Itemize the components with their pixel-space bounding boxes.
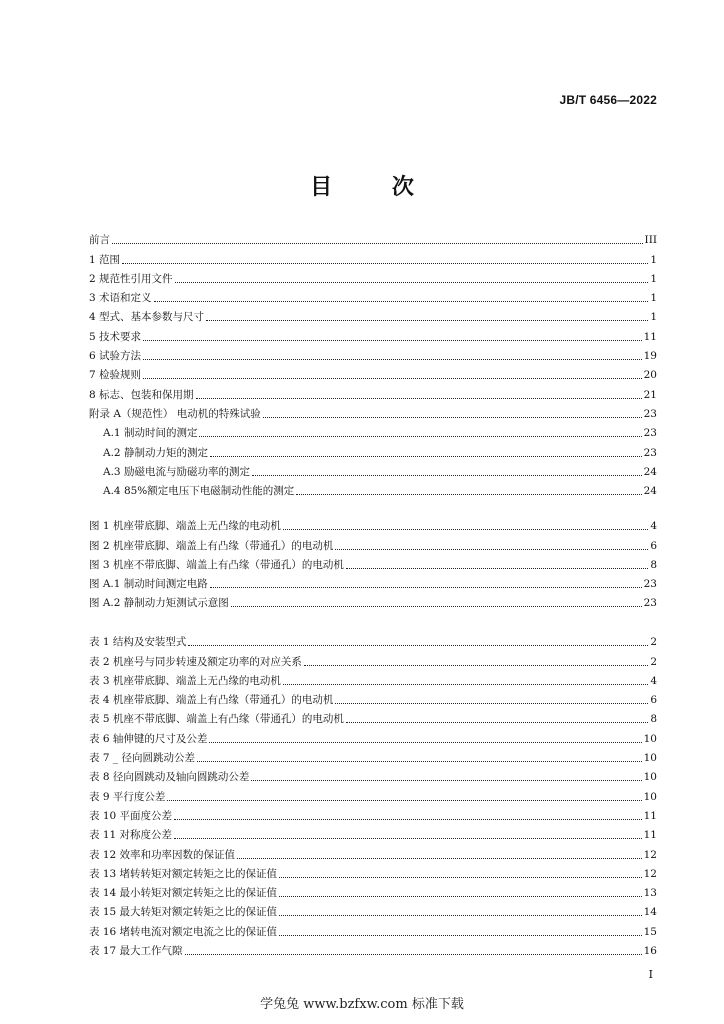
dot-leader — [296, 493, 641, 495]
toc-entry-page-number: 24 — [643, 465, 657, 478]
dot-leader — [335, 702, 648, 704]
toc-entry-label: 4 型式、基本参数与尺寸 — [89, 311, 205, 324]
dot-leader — [196, 397, 642, 399]
toc-entry[interactable] — [89, 460, 657, 479]
toc-entry-page-number: 19 — [643, 350, 657, 363]
table-entry[interactable] — [89, 862, 657, 881]
page-title: 目 次 — [310, 175, 440, 200]
table-entry[interactable] — [89, 746, 657, 765]
table-entry[interactable] — [89, 842, 657, 861]
toc-entry-page-number: 24 — [643, 485, 657, 498]
table-entry[interactable] — [89, 630, 657, 649]
dot-leader — [237, 857, 642, 859]
table-entry-page-number: 16 — [643, 945, 657, 958]
table-entry-label: 表 8 径向圆跳动及轴向圆跳动公差 — [89, 771, 250, 784]
dot-leader — [210, 586, 642, 588]
toc-entry[interactable] — [89, 305, 657, 324]
table-entry-page-number: 2 — [650, 655, 657, 668]
table-entry-page-number: 10 — [643, 790, 657, 803]
table-entry-label: 表 5 机座不带底脚、端盖上有凸缘（带通孔）的电动机 — [89, 713, 344, 726]
dot-leader — [112, 242, 643, 244]
dot-leader — [304, 664, 648, 666]
table-entry[interactable] — [89, 823, 657, 842]
table-entry[interactable] — [89, 669, 657, 688]
figure-entry-page-number: 23 — [643, 578, 657, 591]
toc-entry[interactable] — [89, 421, 657, 440]
figure-entry-label: 图 A.2 静制动力矩测试示意图 — [89, 597, 229, 610]
dot-leader — [209, 741, 641, 743]
dot-leader — [197, 760, 642, 762]
table-entry-page-number: 14 — [643, 906, 657, 919]
toc-entry[interactable] — [89, 267, 657, 286]
dot-leader — [174, 837, 642, 839]
figure-entry-page-number: 8 — [650, 558, 657, 571]
toc-entry-label: A.4 85%额定电压下电磁制动性能的测定 — [103, 485, 295, 498]
dot-leader — [154, 300, 649, 302]
table-entry[interactable] — [89, 919, 657, 938]
figure-entry[interactable] — [89, 591, 657, 610]
figure-entry-page-number: 4 — [650, 520, 657, 533]
table-entry[interactable] — [89, 765, 657, 784]
toc-entry-page-number: 21 — [643, 388, 657, 401]
table-entry[interactable] — [89, 881, 657, 900]
dot-leader — [188, 644, 648, 646]
table-entry-label: 表 3 机座带底脚、端盖上无凸缘的电动机 — [89, 674, 281, 687]
table-entry[interactable] — [89, 707, 657, 726]
toc-entry[interactable] — [89, 363, 657, 382]
toc-entry-label: 附录 A（规范性） 电动机的特殊试验 — [89, 407, 261, 420]
toc-tables — [89, 630, 657, 958]
dot-leader — [283, 683, 648, 685]
toc-entry-label: 前言 — [89, 234, 110, 247]
dot-leader — [199, 435, 641, 437]
toc-entry-label: 2 规范性引用文件 — [89, 272, 173, 285]
toc-entry[interactable] — [89, 402, 657, 421]
dot-leader — [143, 377, 642, 379]
table-entry-page-number: 12 — [643, 848, 657, 861]
table-entry-page-number: 11 — [643, 829, 657, 842]
toc-entry-page-number: III — [644, 234, 657, 247]
dot-leader — [346, 721, 648, 723]
dot-leader — [231, 605, 642, 607]
table-entry-label: 表 13 堵转转矩对额定转矩之比的保证值 — [89, 867, 278, 880]
toc-entry-label: A.3 励磁电流与励磁功率的测定 — [103, 465, 250, 478]
table-entry[interactable] — [89, 784, 657, 803]
toc-entry-label: 3 术语和定义 — [89, 292, 152, 305]
dot-leader — [175, 281, 649, 283]
toc-entry-page-number: 23 — [643, 427, 657, 440]
toc-entry-label: 1 范围 — [89, 253, 121, 266]
dot-leader — [143, 339, 642, 341]
table-entry-label: 表 4 机座带底脚、端盖上有凸缘（带通孔）的电动机 — [89, 694, 334, 707]
dot-leader — [185, 953, 642, 955]
table-entry[interactable] — [89, 649, 657, 668]
figure-entry-label: 图 1 机座带底脚、端盖上无凸缘的电动机 — [89, 520, 281, 533]
figure-entry-label: 图 A.1 制动时间测定电路 — [89, 578, 208, 591]
toc-entry-page-number: 1 — [650, 292, 657, 305]
toc-entry[interactable] — [89, 344, 657, 363]
table-entry-page-number: 6 — [650, 694, 657, 707]
dot-leader — [279, 895, 642, 897]
table-entry[interactable] — [89, 804, 657, 823]
toc-entry[interactable] — [89, 324, 657, 343]
toc-entry-label: A.1 制动时间的测定 — [103, 427, 198, 440]
toc-entry-page-number: 23 — [643, 446, 657, 459]
table-entry-page-number: 8 — [650, 713, 657, 726]
figure-entry[interactable] — [89, 514, 657, 533]
toc-entry[interactable] — [89, 247, 657, 266]
table-entry-page-number: 10 — [643, 771, 657, 784]
figure-entry[interactable] — [89, 533, 657, 552]
table-entry-page-number: 4 — [650, 674, 657, 687]
dot-leader — [210, 455, 642, 457]
dot-leader — [263, 416, 642, 418]
page-folio: I — [648, 968, 653, 981]
toc-entry[interactable] — [89, 228, 657, 247]
toc-entry-page-number: 1 — [650, 272, 657, 285]
table-entry-page-number: 13 — [643, 887, 657, 900]
dot-leader — [279, 876, 642, 878]
table-entry[interactable] — [89, 726, 657, 745]
table-entry-label: 表 14 最小转矩对额定转矩之比的保证值 — [89, 887, 278, 900]
dot-leader — [252, 474, 642, 476]
toc-contents — [89, 228, 657, 498]
table-entry-page-number: 10 — [643, 732, 657, 745]
table-entry-page-number: 2 — [650, 636, 657, 649]
toc-entry[interactable] — [89, 440, 657, 459]
table-entry-label: 表 6 轴伸键的尺寸及公差 — [89, 732, 208, 745]
dot-leader — [283, 528, 648, 530]
toc-entry-label: 5 技术要求 — [89, 330, 142, 343]
toc-entry[interactable] — [89, 286, 657, 305]
figure-entry-page-number: 6 — [650, 539, 657, 552]
dot-leader — [143, 358, 642, 360]
figure-entry-page-number: 23 — [643, 597, 657, 610]
figure-entry-label: 图 2 机座带底脚、端盖上有凸缘（带通孔）的电动机 — [89, 539, 334, 552]
table-entry-label: 表 2 机座号与同步转速及额定功率的对应关系 — [89, 655, 302, 668]
toc-entry-label: 8 标志、包装和保用期 — [89, 388, 194, 401]
toc-entry-page-number: 20 — [643, 369, 657, 382]
table-entry[interactable] — [89, 900, 657, 919]
dot-leader — [167, 799, 641, 801]
table-entry-label: 表 17 最大工作气隙 — [89, 945, 183, 958]
toc-entry-label: 6 试验方法 — [89, 350, 142, 363]
toc-entry-label: A.2 静制动力矩的测定 — [103, 446, 208, 459]
table-entry-page-number: 15 — [643, 925, 657, 938]
dot-leader — [346, 567, 648, 569]
table-entry-label: 表 1 结构及安装型式 — [89, 636, 187, 649]
table-entry[interactable] — [89, 688, 657, 707]
footer-watermark: 学兔兔 www.bzfxw.com 标准下载 — [260, 997, 464, 1012]
figure-entry[interactable] — [89, 572, 657, 591]
table-entry-page-number: 10 — [643, 752, 657, 765]
dot-leader — [206, 319, 648, 321]
table-entry-label: 表 10 平面度公差 — [89, 809, 173, 822]
table-entry-label: 表 15 最大转矩对额定转矩之比的保证值 — [89, 906, 278, 919]
standard-number: JB/T 6456—2022 — [559, 93, 657, 107]
dot-leader — [279, 914, 642, 916]
dot-leader — [251, 779, 641, 781]
toc-entry[interactable] — [89, 382, 657, 401]
table-entry-page-number: 12 — [643, 867, 657, 880]
dot-leader — [122, 262, 648, 264]
table-entry-page-number: 11 — [643, 809, 657, 822]
dot-leader — [174, 818, 642, 820]
table-entry-label: 表 9 平行度公差 — [89, 790, 166, 803]
toc-figures — [89, 514, 657, 610]
toc-entry-page-number: 1 — [650, 253, 657, 266]
table-entry-label: 表 11 对称度公差 — [89, 829, 173, 842]
figure-entry[interactable] — [89, 553, 657, 572]
toc-entry-label: 7 检验规则 — [89, 369, 142, 382]
toc-entry[interactable] — [89, 479, 657, 498]
toc-entry-page-number: 1 — [650, 311, 657, 324]
dot-leader — [335, 548, 648, 550]
table-entry[interactable] — [89, 939, 657, 958]
toc-entry-page-number: 23 — [643, 407, 657, 420]
table-entry-label: 表 16 堵转电流对额定电流之比的保证值 — [89, 925, 278, 938]
toc-entry-page-number: 11 — [643, 330, 657, 343]
dot-leader — [279, 934, 642, 936]
table-entry-label: 表 7 _ 径向圆跳动公差 — [89, 752, 195, 765]
figure-entry-label: 图 3 机座不带底脚、端盖上有凸缘（带通孔）的电动机 — [89, 558, 344, 571]
table-entry-label: 表 12 效率和功率因数的保证值 — [89, 848, 236, 861]
